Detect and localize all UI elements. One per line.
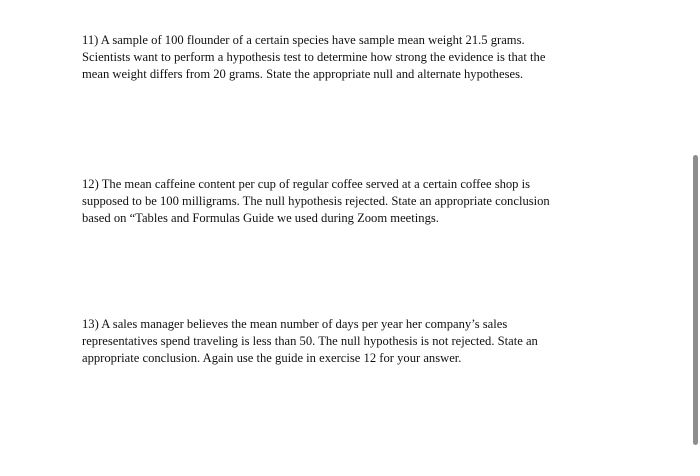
question-11-line-3: mean weight differs from 20 grams. State the appropriate null and alternate hypotheses.	[82, 67, 524, 81]
question-11-line-1: 11) A sample of 100 flounder of a certain species have sample mean weight 21.5 grams.	[82, 33, 525, 47]
question-13-line-1: 13) A sales manager believes the mean number of days per year her company’s sales	[82, 317, 508, 331]
scrollbar-thumb[interactable]	[693, 155, 698, 445]
question-12-line-3: based on “Tables and Formulas Guide we used during Zoom meetings.	[82, 211, 439, 225]
question-13	[82, 316, 602, 367]
question-13-line-3: appropriate conclusion. Again use the guide in exercise 12 for your answer.	[82, 351, 462, 365]
question-12	[82, 176, 602, 227]
question-11	[82, 32, 602, 83]
question-11-line-2: Scientists want to perform a hypothesis test to determine how strong the evidence is that the	[82, 50, 546, 64]
question-12-line-1: 12) The mean caffeine content per cup of regular coffee served at a certain coffee shop is	[82, 177, 531, 191]
question-13-line-2: representatives spend traveling is less than 50. The null hypothesis is not rejected. State an	[82, 334, 538, 348]
question-12-line-2: supposed to be 100 milligrams. The null hypothesis rejected. State an appropriate conclusion	[82, 194, 550, 208]
vertical-scrollbar[interactable]	[690, 0, 700, 476]
